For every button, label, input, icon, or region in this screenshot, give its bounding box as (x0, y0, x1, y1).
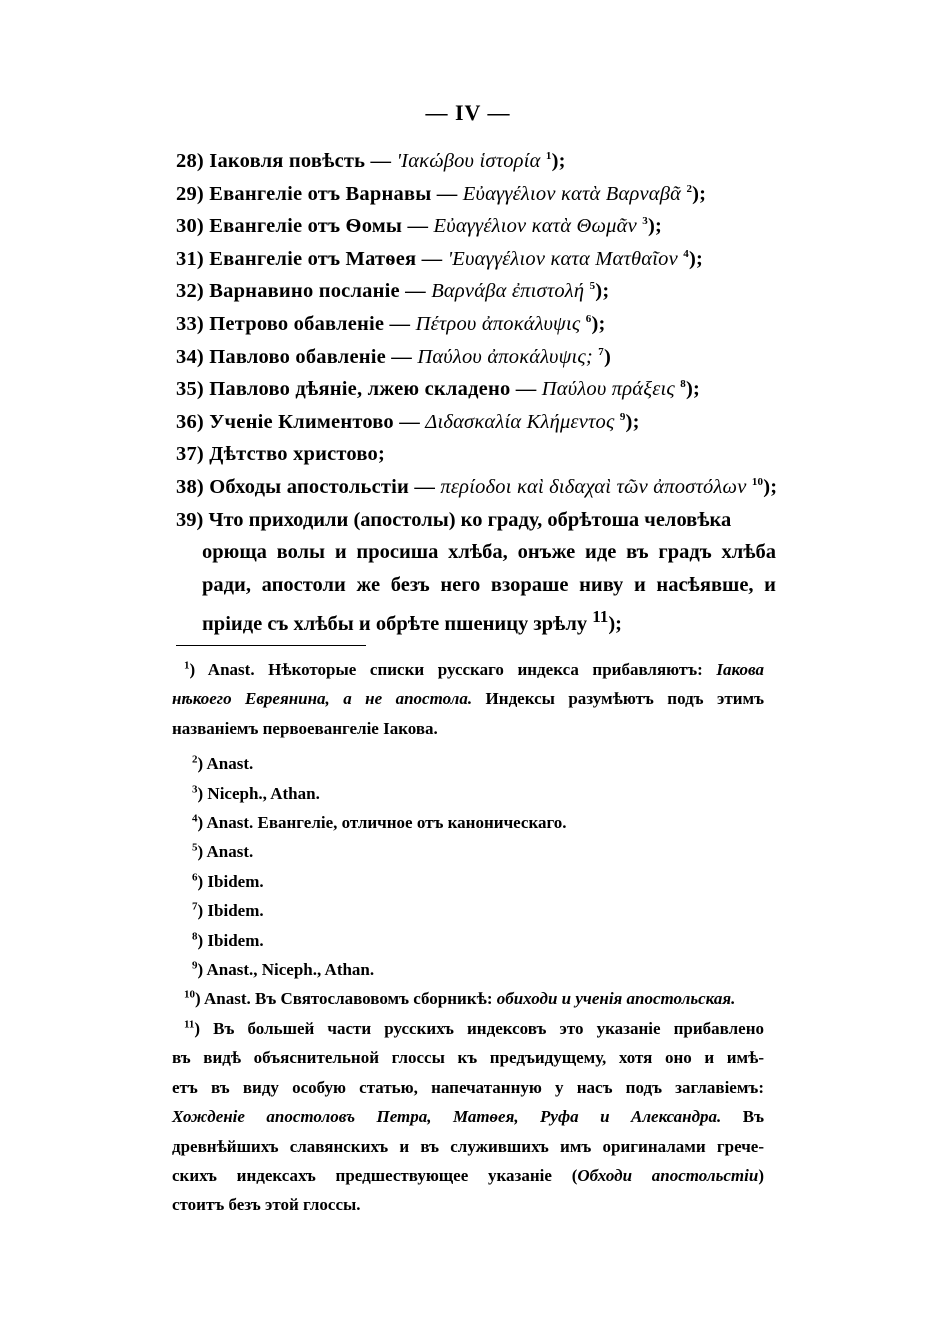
entry-39-line-4 (176, 601, 776, 640)
entry-28 (176, 145, 776, 178)
footnote-3 (172, 779, 764, 808)
entry-number: 34) (176, 345, 204, 368)
entry-tail: ); (608, 613, 622, 636)
footnote-text: ) Ibidem. (197, 871, 264, 891)
entry-title: Павлово обавленіе — (203, 345, 418, 368)
entry-greek: 'Ευαγγέλιον κατα Ματθαῖον (447, 247, 678, 270)
footnote-text: ) Anast. Въ Святославовомъ сборникѣ: (195, 989, 497, 1009)
entry-title: Іаковля повѣсть — (203, 150, 397, 172)
footnote-text: ) Anast. (197, 842, 254, 862)
entry-tail: ); (685, 378, 701, 401)
index-entries (176, 145, 776, 641)
footnote-italic: нѣкоего Евреянина, а не апостола. (172, 689, 473, 709)
entry-greek: Παύλου ἀποκάλυψις; (417, 345, 593, 368)
footnote-5 (172, 837, 764, 866)
entry-title: Обходы апостольстіи — (203, 475, 441, 498)
footnote-1-line-3: названіемъ первоевангеліе Іакова. (172, 718, 438, 738)
footnote-1-line-2 (172, 684, 764, 713)
footnote-ref: 10 (751, 476, 764, 489)
footnote-11-line-1 (172, 1014, 764, 1043)
footnote-10 (172, 984, 764, 1013)
entry-39-line-1: 39) Что приходили (апостолы) ко граду, обрѣтоша человѣка (176, 508, 732, 531)
footnote-text: ) Anast. Евангеліе, отличное отъ каноническаго. (197, 813, 567, 833)
footnote-mark: 7 (192, 900, 198, 913)
entry-tail: ); (551, 150, 566, 172)
entry-tail: ); (591, 312, 606, 335)
footnote-text: Въ (721, 1107, 764, 1127)
footnote-ref: 1 (545, 150, 552, 163)
footnote-text: ) (758, 1165, 764, 1185)
entry-33 (176, 308, 776, 341)
entry-34 (176, 341, 776, 374)
footnote-ref: 4 (683, 247, 689, 260)
footnote-mark: 11 (184, 1018, 195, 1031)
footnote-separator-rule (176, 645, 366, 646)
entry-tail: ); (692, 182, 707, 205)
entry-number: 38) (176, 475, 204, 498)
entry-39 (176, 504, 776, 641)
entry-number: 35) (176, 378, 204, 401)
entry-37 (176, 438, 776, 471)
entry-32 (176, 275, 776, 308)
entry-39-line-4-text: пріиде съ хлѣбы и обрѣте пшеницу зрѣлу (202, 613, 593, 636)
entry-greek: 'Ιακώβου ἱστορία (396, 150, 541, 172)
entry-title: Варнавино посланіе — (203, 280, 432, 303)
footnote-mark: 2 (192, 753, 198, 766)
entry-title: Евангеліе отъ Матѳея — (203, 247, 448, 270)
footnote-8 (172, 926, 764, 955)
entry-35 (176, 373, 776, 406)
entry-tail: ); (595, 280, 610, 303)
footnote-ref: 8 (680, 378, 686, 391)
footnote-ref: 7 (598, 345, 604, 358)
footnote-text: ) Ibidem. (197, 901, 264, 921)
footnote-mark: 5 (192, 841, 198, 854)
footnote-11-line-7: стоитъ безъ этой глоссы. (172, 1195, 361, 1215)
entry-39-line-2: орюща волы и просиша хлѣба, онъже иде въ градъ хлѣба (202, 541, 776, 564)
footnote-italic: обиходи и ученія апостольская. (496, 989, 736, 1009)
footnote-mark: 9 (192, 959, 198, 972)
footnote-text: ) Въ большей части русскихъ индексовъ это указаніе прибавлено (194, 1018, 764, 1038)
footnote-mark: 3 (192, 782, 198, 795)
footnote-2 (172, 749, 764, 778)
footnote-mark: 10 (184, 988, 195, 1001)
footnote-ref: 11 (592, 607, 609, 627)
footnote-11-line-6 (172, 1161, 764, 1190)
entry-greek: Εὐαγγέλιον κατὰ Βαρναβᾶ (462, 182, 682, 205)
entry-36 (176, 406, 776, 439)
footnote-1 (172, 655, 764, 743)
footnote-italic: Хожденіе апостоловъ Петра, Матѳея, Руфа и Александра. (172, 1107, 722, 1127)
entry-tail: ); (763, 475, 778, 498)
footnote-text: ) Niceph., Athan. (197, 783, 320, 803)
entry-title: Петрово обавленіе — (203, 312, 416, 335)
entry-number: 31) (176, 247, 204, 270)
entry-title: Дѣтство христово; (203, 443, 385, 466)
footnote-ref: 6 (585, 313, 592, 326)
footnote-9 (172, 955, 764, 984)
footnote-11-line-3: етъ въ виду особую статью, напечатанную у насъ подъ заглавіемъ: (172, 1077, 764, 1097)
entry-greek: Βαρνάβα ἐπιστολή (431, 280, 585, 303)
footnote-mark: 6 (192, 871, 198, 884)
entry-number: 33) (176, 312, 204, 335)
entry-greek: Πέτρου ἀποκάλυψις (415, 312, 581, 335)
footnote-11-line-2: въ видѣ объяснительной глоссы къ предъидущему, хотя оно и имѣ- (172, 1048, 764, 1068)
entry-tail: ) (603, 345, 612, 368)
footnote-text: ) Anast., Niceph., Athan. (197, 960, 375, 980)
footnote-mark: 8 (192, 930, 198, 942)
entry-greek: Διδασκαλία Κλήμεντος (425, 410, 615, 433)
entry-number: 36) (176, 410, 204, 433)
footnote-6 (172, 867, 764, 896)
entry-number: 32) (176, 280, 204, 303)
footnote-text: Индексы разумѣютъ подъ этимъ (472, 689, 764, 709)
footnote-4 (172, 808, 764, 837)
footnote-italic: Обходи апостольстіи (577, 1165, 759, 1185)
entry-title: Павлово дѣяніе, лжею складено — (203, 378, 542, 401)
entry-tail: ); (625, 410, 640, 433)
footnote-text: ) Anast. Нѣкоторые списки русскаго индекса прибавляютъ: (189, 660, 717, 679)
footnotes (172, 655, 764, 1220)
footnote-ref: 3 (642, 215, 648, 228)
footnote-text: ) Anast. (197, 754, 254, 774)
footnote-11-line-5: древнѣйшихъ славянскихъ и въ служившихъ имъ оригиналами грече- (172, 1136, 764, 1156)
entry-31 (176, 243, 776, 276)
entry-29 (176, 178, 776, 211)
entry-number: 30) (176, 215, 204, 238)
footnote-1-line-1 (172, 655, 764, 684)
entry-number: 29) (176, 182, 204, 205)
entry-greek: Εὐαγγέλιον κατὰ Θωμᾶν (433, 215, 637, 238)
footnote-mark: 4 (192, 812, 198, 825)
footnote-7 (172, 896, 764, 925)
footnote-11-line-4 (172, 1102, 764, 1131)
entry-30 (176, 210, 776, 243)
entry-number: 28) (176, 150, 204, 172)
entry-39-line-3: ради, апостоли же безъ него взораше ниву и насѣявше, и (202, 573, 776, 596)
entry-title: Ученіе Климентово — (203, 410, 426, 433)
entry-greek: Παύλου πράξεις (541, 378, 675, 401)
entry-38 (176, 471, 776, 504)
footnote-italic: Іакова (716, 660, 764, 679)
footnote-ref: 2 (686, 182, 693, 195)
entry-greek: περίοδοι καὶ διδαχαὶ τῶν ἀποστόλων (440, 475, 747, 498)
footnote-text: ) Ibidem. (197, 930, 264, 950)
footnote-ref: 9 (619, 410, 626, 423)
footnote-text: скихъ индексахъ предшествующее указаніе ( (172, 1165, 578, 1185)
page-number: — IV — (425, 100, 511, 125)
entry-title: Евангеліе отъ Ѳомы — (203, 215, 434, 238)
entry-number: 37) (176, 443, 204, 466)
footnote-11 (172, 1014, 764, 1220)
entry-tail: ); (647, 215, 663, 238)
entry-title: Евангеліе отъ Варнавы — (203, 182, 463, 205)
footnote-ref: 5 (589, 280, 596, 293)
entry-tail: ); (688, 247, 704, 270)
footnote-mark: 1 (184, 659, 190, 672)
